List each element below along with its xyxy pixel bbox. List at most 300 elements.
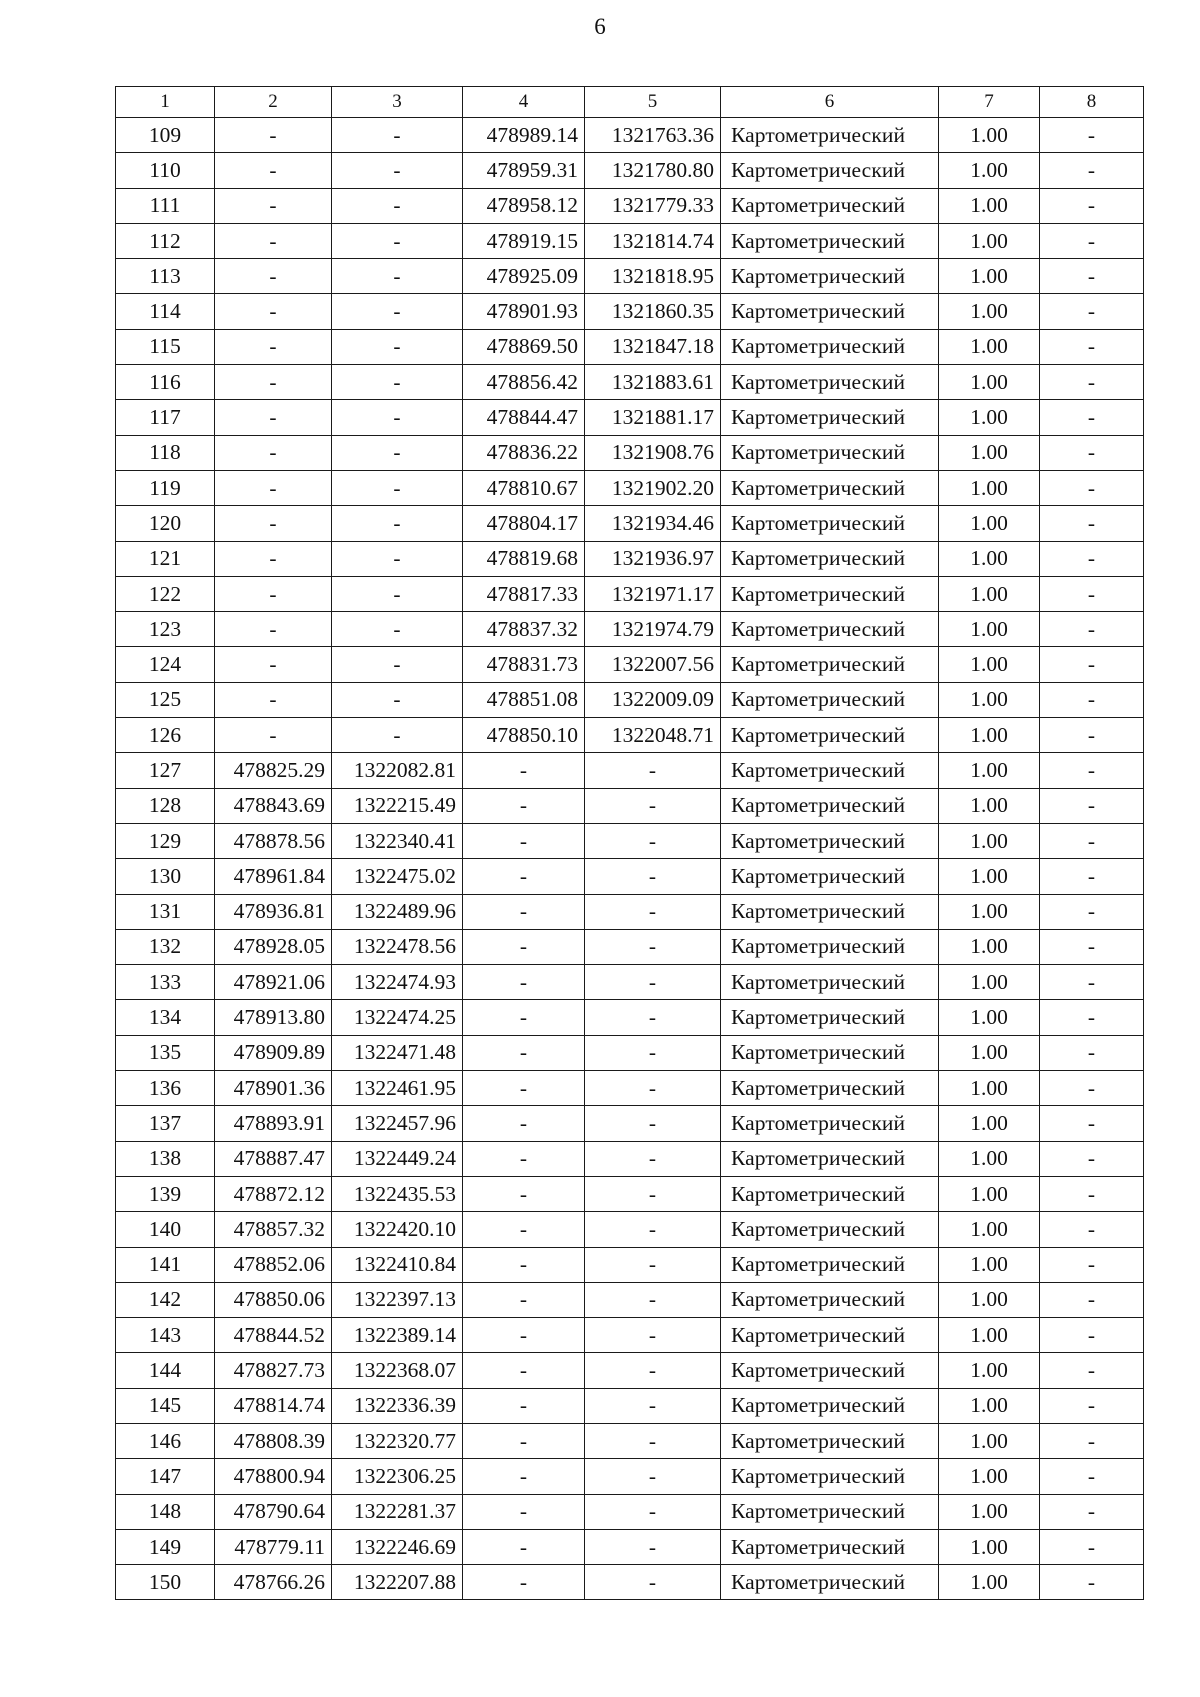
value-cell: - <box>463 753 585 788</box>
method-cell: Картометрический <box>721 1071 939 1106</box>
point-number-cell: 120 <box>116 506 215 541</box>
value-cell: - <box>585 1565 721 1600</box>
value-cell: - <box>585 1423 721 1458</box>
value-cell: - <box>585 1000 721 1035</box>
value-cell: 478844.52 <box>215 1318 332 1353</box>
table-row <box>116 400 1144 435</box>
value-cell: 478961.84 <box>215 859 332 894</box>
value-cell: 478928.05 <box>215 929 332 964</box>
table-row <box>116 1247 1144 1282</box>
precision-cell: 1.00 <box>939 1494 1040 1529</box>
value-cell: - <box>463 1071 585 1106</box>
point-number-cell: 131 <box>116 894 215 929</box>
value-cell: - <box>585 788 721 823</box>
method-cell: Картометрический <box>721 576 939 611</box>
description-cell: - <box>1040 788 1144 823</box>
value-cell: 478852.06 <box>215 1247 332 1282</box>
point-number-cell: 141 <box>116 1247 215 1282</box>
table-row <box>116 788 1144 823</box>
value-cell: - <box>585 1459 721 1494</box>
description-cell: - <box>1040 1071 1144 1106</box>
value-cell: - <box>215 223 332 258</box>
table-row <box>116 1494 1144 1529</box>
point-number-cell: 125 <box>116 682 215 717</box>
value-cell: 1322215.49 <box>332 788 463 823</box>
table-row <box>116 929 1144 964</box>
point-number-cell: 119 <box>116 470 215 505</box>
table-row <box>116 223 1144 258</box>
value-cell: - <box>215 400 332 435</box>
precision-cell: 1.00 <box>939 1176 1040 1211</box>
point-number-cell: 110 <box>116 153 215 188</box>
precision-cell: 1.00 <box>939 1035 1040 1070</box>
value-cell: 478958.12 <box>463 188 585 223</box>
point-number-cell: 147 <box>116 1459 215 1494</box>
value-cell: 1322475.02 <box>332 859 463 894</box>
precision-cell: 1.00 <box>939 435 1040 470</box>
table-row <box>116 329 1144 364</box>
value-cell: - <box>332 682 463 717</box>
precision-cell: 1.00 <box>939 470 1040 505</box>
value-cell: 478921.06 <box>215 965 332 1000</box>
value-cell: 1321971.17 <box>585 576 721 611</box>
precision-cell: 1.00 <box>939 823 1040 858</box>
point-number-cell: 124 <box>116 647 215 682</box>
method-cell: Картометрический <box>721 1035 939 1070</box>
table-row <box>116 153 1144 188</box>
table-row <box>116 718 1144 753</box>
value-cell: 1322246.69 <box>332 1529 463 1564</box>
method-cell: Картометрический <box>721 859 939 894</box>
value-cell: - <box>215 188 332 223</box>
method-cell: Картометрический <box>721 929 939 964</box>
value-cell: - <box>585 1141 721 1176</box>
description-cell: - <box>1040 1318 1144 1353</box>
method-cell: Картометрический <box>721 1529 939 1564</box>
value-cell: - <box>215 612 332 647</box>
value-cell: 1322007.56 <box>585 647 721 682</box>
table-row <box>116 1282 1144 1317</box>
description-cell: - <box>1040 1035 1144 1070</box>
method-cell: Картометрический <box>721 1106 939 1141</box>
value-cell: 1322336.39 <box>332 1388 463 1423</box>
value-cell: 1321974.79 <box>585 612 721 647</box>
value-cell: - <box>332 612 463 647</box>
description-cell: - <box>1040 1459 1144 1494</box>
description-cell: - <box>1040 541 1144 576</box>
description-cell: - <box>1040 929 1144 964</box>
value-cell: - <box>215 541 332 576</box>
description-cell: - <box>1040 1388 1144 1423</box>
point-number-cell: 145 <box>116 1388 215 1423</box>
table-row <box>116 1212 1144 1247</box>
precision-cell: 1.00 <box>939 223 1040 258</box>
value-cell: - <box>463 788 585 823</box>
value-cell: 1322340.41 <box>332 823 463 858</box>
value-cell: 1321936.97 <box>585 541 721 576</box>
value-cell: - <box>332 541 463 576</box>
precision-cell: 1.00 <box>939 506 1040 541</box>
value-cell: 1322474.25 <box>332 1000 463 1035</box>
value-cell: - <box>215 365 332 400</box>
value-cell: - <box>332 188 463 223</box>
value-cell: - <box>215 576 332 611</box>
method-cell: Картометрический <box>721 223 939 258</box>
method-cell: Картометрический <box>721 788 939 823</box>
value-cell: - <box>215 682 332 717</box>
table-row <box>116 435 1144 470</box>
value-cell: 478837.32 <box>463 612 585 647</box>
value-cell: 478936.81 <box>215 894 332 929</box>
point-number-cell: 121 <box>116 541 215 576</box>
table-row <box>116 259 1144 294</box>
value-cell: - <box>585 1247 721 1282</box>
value-cell: 1322048.71 <box>585 718 721 753</box>
table-row <box>116 1071 1144 1106</box>
method-cell: Картометрический <box>721 647 939 682</box>
value-cell: 1322471.48 <box>332 1035 463 1070</box>
value-cell: 478800.94 <box>215 1459 332 1494</box>
value-cell: 478814.74 <box>215 1388 332 1423</box>
value-cell: 1322320.77 <box>332 1423 463 1458</box>
point-number-cell: 136 <box>116 1071 215 1106</box>
table-row <box>116 647 1144 682</box>
value-cell: - <box>215 470 332 505</box>
description-cell: - <box>1040 965 1144 1000</box>
method-cell: Картометрический <box>721 1318 939 1353</box>
value-cell: - <box>463 1459 585 1494</box>
value-cell: - <box>332 506 463 541</box>
value-cell: - <box>215 718 332 753</box>
method-cell: Картометрический <box>721 612 939 647</box>
value-cell: - <box>463 894 585 929</box>
value-cell: 1321818.95 <box>585 259 721 294</box>
value-cell: 1322410.84 <box>332 1247 463 1282</box>
precision-cell: 1.00 <box>939 576 1040 611</box>
description-cell: - <box>1040 435 1144 470</box>
table-row <box>116 682 1144 717</box>
point-number-cell: 111 <box>116 188 215 223</box>
value-cell: 1322207.88 <box>332 1565 463 1600</box>
value-cell: - <box>215 647 332 682</box>
method-cell: Картометрический <box>721 1494 939 1529</box>
precision-cell: 1.00 <box>939 118 1040 153</box>
value-cell: - <box>332 223 463 258</box>
table-row <box>116 859 1144 894</box>
value-cell: - <box>463 1176 585 1211</box>
method-cell: Картометрический <box>721 188 939 223</box>
value-cell: - <box>585 823 721 858</box>
method-cell: Картометрический <box>721 682 939 717</box>
value-cell: 1322435.53 <box>332 1176 463 1211</box>
point-number-cell: 116 <box>116 365 215 400</box>
value-cell: 1322082.81 <box>332 753 463 788</box>
description-cell: - <box>1040 506 1144 541</box>
method-cell: Картометрический <box>721 1176 939 1211</box>
value-cell: 478766.26 <box>215 1565 332 1600</box>
value-cell: 1322449.24 <box>332 1141 463 1176</box>
table-row <box>116 576 1144 611</box>
description-cell: - <box>1040 1423 1144 1458</box>
method-cell: Картометрический <box>721 1388 939 1423</box>
table-row <box>116 1529 1144 1564</box>
value-cell: 478901.36 <box>215 1071 332 1106</box>
description-cell: - <box>1040 1141 1144 1176</box>
value-cell: - <box>463 1212 585 1247</box>
value-cell: - <box>215 294 332 329</box>
point-number-cell: 138 <box>116 1141 215 1176</box>
value-cell: 478779.11 <box>215 1529 332 1564</box>
point-number-cell: 148 <box>116 1494 215 1529</box>
value-cell: 478817.33 <box>463 576 585 611</box>
column-number-cell: 6 <box>721 87 939 118</box>
value-cell: 478872.12 <box>215 1176 332 1211</box>
value-cell: 1322478.56 <box>332 929 463 964</box>
method-cell: Картометрический <box>721 1353 939 1388</box>
point-number-cell: 118 <box>116 435 215 470</box>
precision-cell: 1.00 <box>939 1353 1040 1388</box>
table-row <box>116 1423 1144 1458</box>
description-cell: - <box>1040 223 1144 258</box>
description-cell: - <box>1040 1106 1144 1141</box>
value-cell: 1321847.18 <box>585 329 721 364</box>
value-cell: 1322474.93 <box>332 965 463 1000</box>
precision-cell: 1.00 <box>939 1212 1040 1247</box>
value-cell: - <box>463 1529 585 1564</box>
point-number-cell: 132 <box>116 929 215 964</box>
description-cell: - <box>1040 118 1144 153</box>
value-cell: 478857.32 <box>215 1212 332 1247</box>
precision-cell: 1.00 <box>939 1459 1040 1494</box>
value-cell: - <box>585 1494 721 1529</box>
precision-cell: 1.00 <box>939 1388 1040 1423</box>
value-cell: - <box>332 470 463 505</box>
value-cell: - <box>463 823 585 858</box>
method-cell: Картометрический <box>721 506 939 541</box>
description-cell: - <box>1040 1529 1144 1564</box>
point-number-cell: 129 <box>116 823 215 858</box>
method-cell: Картометрический <box>721 153 939 188</box>
value-cell: - <box>332 576 463 611</box>
table-row <box>116 1459 1144 1494</box>
description-cell: - <box>1040 1247 1144 1282</box>
method-cell: Картометрический <box>721 718 939 753</box>
precision-cell: 1.00 <box>939 647 1040 682</box>
point-number-cell: 128 <box>116 788 215 823</box>
method-cell: Картометрический <box>721 1459 939 1494</box>
point-number-cell: 115 <box>116 329 215 364</box>
value-cell: 478919.15 <box>463 223 585 258</box>
table-row <box>116 1388 1144 1423</box>
description-cell: - <box>1040 576 1144 611</box>
method-cell: Картометрический <box>721 965 939 1000</box>
table-row <box>116 753 1144 788</box>
value-cell: 1321780.80 <box>585 153 721 188</box>
value-cell: - <box>463 1565 585 1600</box>
description-cell: - <box>1040 470 1144 505</box>
value-cell: - <box>332 329 463 364</box>
description-cell: - <box>1040 153 1144 188</box>
description-cell: - <box>1040 259 1144 294</box>
value-cell: - <box>463 1282 585 1317</box>
description-cell: - <box>1040 612 1144 647</box>
value-cell: 1321881.17 <box>585 400 721 435</box>
value-cell: - <box>585 1035 721 1070</box>
point-number-cell: 109 <box>116 118 215 153</box>
table-row <box>116 470 1144 505</box>
description-cell: - <box>1040 1353 1144 1388</box>
point-number-cell: 144 <box>116 1353 215 1388</box>
method-cell: Картометрический <box>721 365 939 400</box>
table-row <box>116 294 1144 329</box>
precision-cell: 1.00 <box>939 541 1040 576</box>
method-cell: Картометрический <box>721 1247 939 1282</box>
column-number-cell: 8 <box>1040 87 1144 118</box>
precision-cell: 1.00 <box>939 153 1040 188</box>
value-cell: - <box>585 859 721 894</box>
table-body <box>116 87 1144 1600</box>
value-cell: 1321763.36 <box>585 118 721 153</box>
value-cell: 1322306.25 <box>332 1459 463 1494</box>
description-cell: - <box>1040 1212 1144 1247</box>
description-cell: - <box>1040 1176 1144 1211</box>
point-number-cell: 114 <box>116 294 215 329</box>
value-cell: - <box>332 400 463 435</box>
value-cell: - <box>463 1318 585 1353</box>
value-cell: 478808.39 <box>215 1423 332 1458</box>
table-row <box>116 365 1144 400</box>
method-cell: Картометрический <box>721 1423 939 1458</box>
precision-cell: 1.00 <box>939 682 1040 717</box>
description-cell: - <box>1040 1494 1144 1529</box>
column-number-cell: 5 <box>585 87 721 118</box>
precision-cell: 1.00 <box>939 612 1040 647</box>
table-row <box>116 118 1144 153</box>
method-cell: Картометрический <box>721 435 939 470</box>
column-number-cell: 7 <box>939 87 1040 118</box>
point-number-cell: 149 <box>116 1529 215 1564</box>
method-cell: Картометрический <box>721 1000 939 1035</box>
value-cell: 1322461.95 <box>332 1071 463 1106</box>
value-cell: - <box>585 753 721 788</box>
table-row <box>116 1176 1144 1211</box>
precision-cell: 1.00 <box>939 718 1040 753</box>
point-number-cell: 139 <box>116 1176 215 1211</box>
description-cell: - <box>1040 682 1144 717</box>
value-cell: 478856.42 <box>463 365 585 400</box>
table-row <box>116 1318 1144 1353</box>
value-cell: - <box>215 506 332 541</box>
description-cell: - <box>1040 859 1144 894</box>
precision-cell: 1.00 <box>939 788 1040 823</box>
coordinates-table <box>115 86 1144 1600</box>
description-cell: - <box>1040 823 1144 858</box>
value-cell: - <box>585 1071 721 1106</box>
point-number-cell: 135 <box>116 1035 215 1070</box>
column-number-row <box>116 87 1144 118</box>
value-cell: - <box>463 1106 585 1141</box>
value-cell: - <box>463 929 585 964</box>
value-cell: 478843.69 <box>215 788 332 823</box>
table-row <box>116 1353 1144 1388</box>
point-number-cell: 150 <box>116 1565 215 1600</box>
point-number-cell: 130 <box>116 859 215 894</box>
value-cell: - <box>215 153 332 188</box>
method-cell: Картометрический <box>721 541 939 576</box>
value-cell: - <box>585 1318 721 1353</box>
value-cell: - <box>463 1423 585 1458</box>
value-cell: 478901.93 <box>463 294 585 329</box>
point-number-cell: 127 <box>116 753 215 788</box>
value-cell: - <box>215 259 332 294</box>
value-cell: 478989.14 <box>463 118 585 153</box>
table-row <box>116 612 1144 647</box>
precision-cell: 1.00 <box>939 400 1040 435</box>
table-row <box>116 541 1144 576</box>
method-cell: Картометрический <box>721 1565 939 1600</box>
point-number-cell: 122 <box>116 576 215 611</box>
point-number-cell: 142 <box>116 1282 215 1317</box>
precision-cell: 1.00 <box>939 1423 1040 1458</box>
precision-cell: 1.00 <box>939 1106 1040 1141</box>
point-number-cell: 123 <box>116 612 215 647</box>
column-number-cell: 1 <box>116 87 215 118</box>
precision-cell: 1.00 <box>939 1071 1040 1106</box>
value-cell: - <box>463 1353 585 1388</box>
precision-cell: 1.00 <box>939 1000 1040 1035</box>
value-cell: 1322489.96 <box>332 894 463 929</box>
value-cell: - <box>463 965 585 1000</box>
precision-cell: 1.00 <box>939 1282 1040 1317</box>
value-cell: 1322009.09 <box>585 682 721 717</box>
value-cell: - <box>332 259 463 294</box>
method-cell: Картометрический <box>721 259 939 294</box>
value-cell: 478959.31 <box>463 153 585 188</box>
method-cell: Картометрический <box>721 753 939 788</box>
value-cell: 1321779.33 <box>585 188 721 223</box>
precision-cell: 1.00 <box>939 365 1040 400</box>
point-number-cell: 133 <box>116 965 215 1000</box>
precision-cell: 1.00 <box>939 753 1040 788</box>
value-cell: 478804.17 <box>463 506 585 541</box>
table-row <box>116 188 1144 223</box>
method-cell: Картометрический <box>721 400 939 435</box>
value-cell: - <box>463 1141 585 1176</box>
value-cell: - <box>463 1035 585 1070</box>
table-row <box>116 965 1144 1000</box>
value-cell: - <box>585 929 721 964</box>
precision-cell: 1.00 <box>939 1565 1040 1600</box>
table-row <box>116 1141 1144 1176</box>
value-cell: 1322457.96 <box>332 1106 463 1141</box>
value-cell: 478893.91 <box>215 1106 332 1141</box>
value-cell: - <box>332 365 463 400</box>
precision-cell: 1.00 <box>939 894 1040 929</box>
value-cell: 478850.10 <box>463 718 585 753</box>
description-cell: - <box>1040 1000 1144 1035</box>
value-cell: - <box>585 1282 721 1317</box>
value-cell: 1321883.61 <box>585 365 721 400</box>
description-cell: - <box>1040 1282 1144 1317</box>
point-number-cell: 112 <box>116 223 215 258</box>
description-cell: - <box>1040 894 1144 929</box>
description-cell: - <box>1040 753 1144 788</box>
value-cell: 1321814.74 <box>585 223 721 258</box>
value-cell: 478878.56 <box>215 823 332 858</box>
method-cell: Картометрический <box>721 470 939 505</box>
value-cell: 478810.67 <box>463 470 585 505</box>
point-number-cell: 143 <box>116 1318 215 1353</box>
